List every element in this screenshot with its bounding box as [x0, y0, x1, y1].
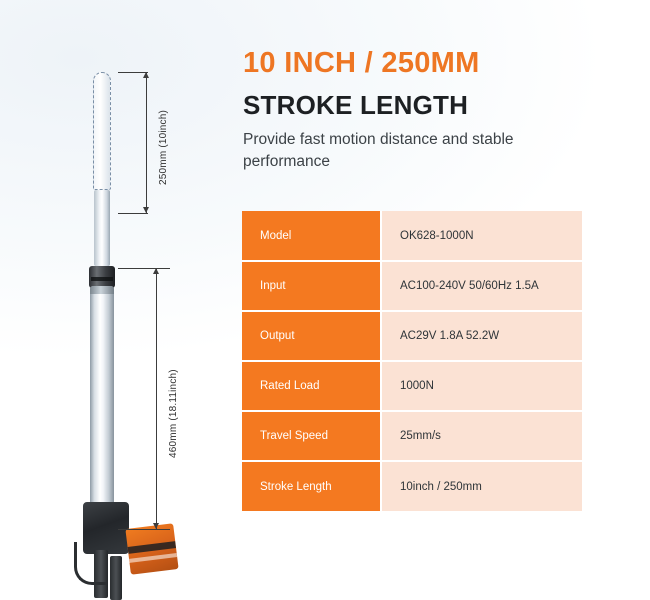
table-row	[242, 411, 582, 461]
spec-key: Input	[242, 261, 381, 311]
headline-secondary: STROKE LENGTH	[243, 90, 469, 120]
headline-mm: 250MM	[381, 47, 480, 79]
stroke-dim-tick-bottom	[118, 213, 148, 214]
mounting-bracket-right	[110, 556, 122, 600]
product-illustration	[0, 0, 225, 581]
piston-rod	[94, 190, 110, 266]
linear-actuator-graphic	[88, 72, 118, 462]
spec-value: AC100-240V 50/60Hz 1.5A	[381, 261, 582, 311]
spec-key: Output	[242, 311, 381, 361]
spec-value: 25mm/s	[381, 411, 582, 461]
table-row	[242, 461, 582, 511]
spec-value: AC29V 1.8A 52.2W	[381, 311, 582, 361]
spec-value: 1000N	[381, 361, 582, 411]
actuator-tube	[90, 286, 114, 508]
stroke-dim-line	[146, 72, 147, 213]
extended-rod-dashed-icon	[93, 72, 111, 190]
specification-table	[242, 211, 582, 511]
motor-label-sticker	[125, 523, 178, 575]
spec-key: Stroke Length	[242, 461, 381, 511]
stroke-dim-arrow-top	[143, 72, 149, 78]
spec-value: 10inch / 250mm	[381, 461, 582, 511]
body-dim-tick-top	[118, 268, 170, 269]
body-dim-tick-bottom	[118, 529, 170, 530]
power-cable	[74, 542, 107, 585]
body-dim-arrow-top	[153, 268, 159, 274]
spec-value: OK628-1000N	[381, 211, 582, 261]
tube-cap	[90, 286, 114, 294]
headline-separator: /	[356, 47, 382, 79]
table-row	[242, 211, 582, 261]
spec-key: Rated Load	[242, 361, 381, 411]
body-dimension-label: 460mm (18.11inch)	[168, 369, 179, 458]
spec-key: Model	[242, 211, 381, 261]
spec-key: Travel Speed	[242, 411, 381, 461]
stroke-dimension-label: 250mm (10inch)	[158, 109, 169, 185]
specification-table-body	[242, 211, 582, 511]
table-row	[242, 311, 582, 361]
stroke-dim-arrow-bottom	[143, 207, 149, 213]
headline-inch: 10 INCH	[243, 47, 357, 79]
headline-primary	[243, 48, 480, 78]
collar-ring	[91, 277, 113, 281]
body-dim-line	[156, 268, 157, 529]
table-row	[242, 261, 582, 311]
label-stripe-dark	[128, 541, 176, 554]
table-row	[242, 361, 582, 411]
body-dim-arrow-bottom	[153, 523, 159, 529]
content-column	[240, 0, 650, 581]
label-stripe-light	[129, 553, 177, 563]
subtitle-text: Provide fast motion distance and stable performance	[243, 131, 514, 171]
